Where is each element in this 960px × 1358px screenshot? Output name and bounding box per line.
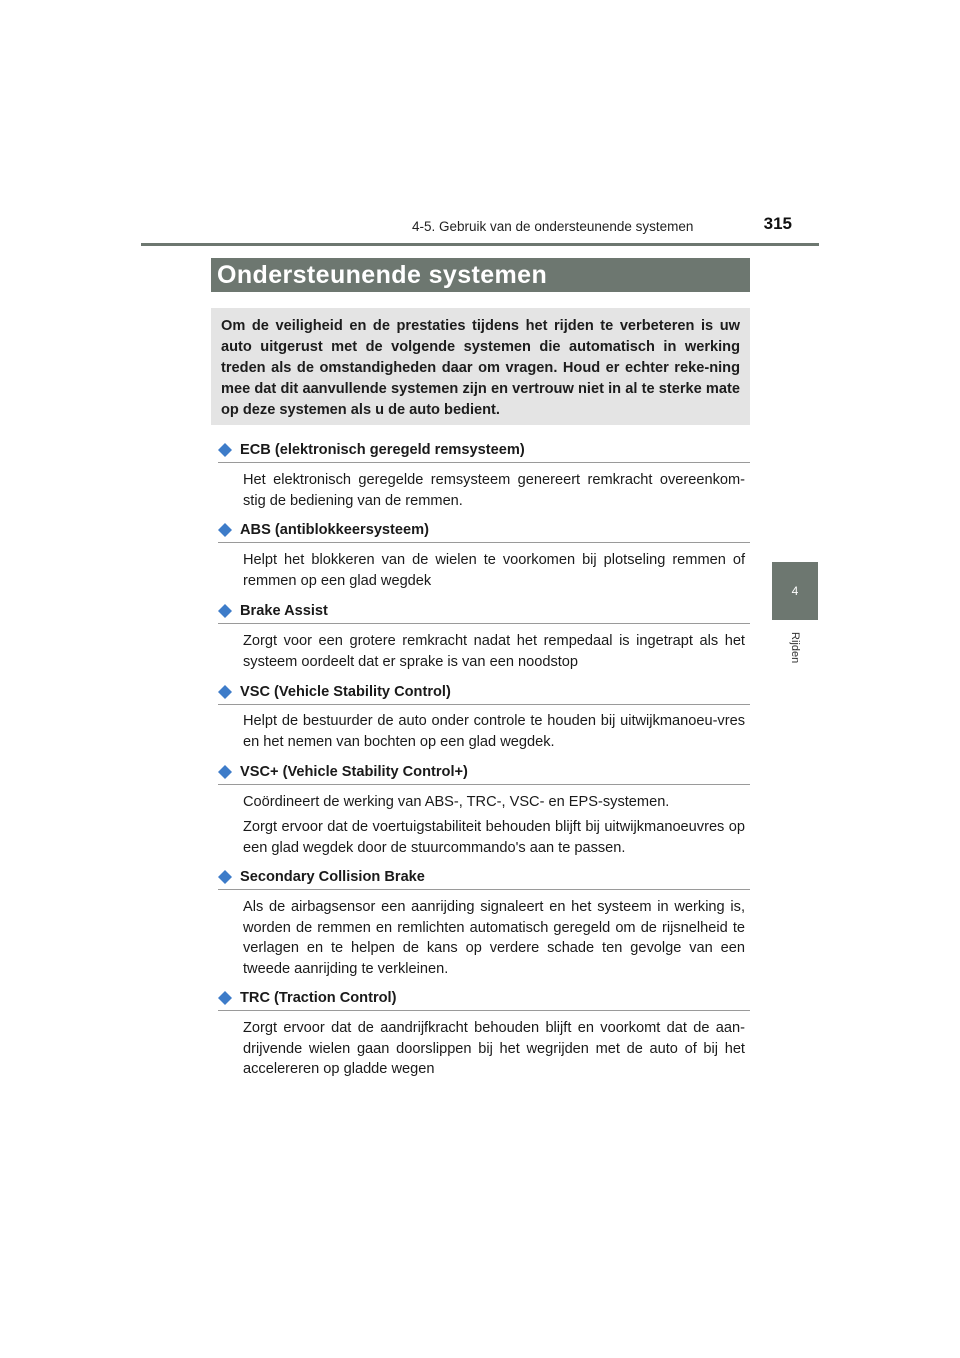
diamond-bullet-icon <box>218 523 232 537</box>
section-heading-ecb <box>218 441 750 463</box>
section-heading-vsc-plus <box>218 763 750 785</box>
section-body: Helpt het blokkeren van de wielen te voorkomen bij plotseling remmen of remmen op een glad wegdek <box>243 552 745 589</box>
section-body: Coördineert de werking van ABS-, TRC-, VSC- en EPS-systemen. <box>243 794 670 810</box>
page-title: Ondersteunende systemen <box>211 258 750 292</box>
section-body: Zorgt ervoor dat de aandrijfkracht behouden blijft en voorkomt dat de aan-drijvende wielen gaan doorslippen bij het wegrijden met de auto of bij het accelereren op gladde wegen <box>243 1020 745 1077</box>
header-rule <box>141 243 819 246</box>
section-body: Het elektronisch geregelde remsysteem genereert remkracht overeenkom-stig de bediening van de remmen. <box>243 472 745 509</box>
section-heading-label: ABS (antiblokkeersysteem) <box>240 522 429 538</box>
section-body: Als de airbagsensor een aanrijding signaleert en het systeem in werking is, worden de remmen en remlichten automatisch geregeld om de rijsnelheid te verlagen en te helpen de kans op verdere schade ten gevolge van een tweede aanrijding te verkleinen. <box>243 899 745 977</box>
diamond-bullet-icon <box>218 991 232 1005</box>
section-body: Helpt de bestuurder de auto onder controle te houden bij uitwijkmanoeu-vres en het nemen van bochten op een glad wegdek. <box>243 713 745 750</box>
section-heading-brake-assist <box>218 602 750 624</box>
section-heading-vsc <box>218 683 750 705</box>
diamond-bullet-icon <box>218 870 232 884</box>
intro-box: Om de veiligheid en de prestaties tijdens het rijden te verbeteren is uw auto uitgerust met de volgende systemen die automatisch in werking treden als de omstandigheden daar om vragen. Houd er echter reke-ning mee dat dit aanvullende systemen zijn en vertrouw niet in al te sterke mate op deze systemen als u de auto bedient. <box>211 308 750 425</box>
running-header: 4-5. Gebruik van de ondersteunende systemen <box>412 219 694 234</box>
chapter-tab <box>772 562 818 620</box>
diamond-bullet-icon <box>218 685 232 699</box>
chapter-label: Rijden <box>789 632 801 664</box>
section-heading-label: Secondary Collision Brake <box>240 869 425 885</box>
section-heading-label: Brake Assist <box>240 603 328 619</box>
section-heading-label: ECB (elektronisch geregeld remsysteem) <box>240 442 525 458</box>
section-heading-label: TRC (Traction Control) <box>240 990 397 1006</box>
diamond-bullet-icon <box>218 765 232 779</box>
section-body: Zorgt voor een grotere remkracht nadat het rempedaal is ingetrapt als het systeem oordeelt dat er sprake is van een noodstop <box>243 633 745 670</box>
section-heading-secondary-collision-brake <box>218 868 750 890</box>
section-heading-label: VSC (Vehicle Stability Control) <box>240 684 451 700</box>
section-heading-trc <box>218 989 750 1011</box>
page-number: 315 <box>763 214 792 233</box>
diamond-bullet-icon <box>218 443 232 457</box>
chapter-number: 4 <box>791 584 799 598</box>
section-heading-abs <box>218 521 750 543</box>
section-body: Zorgt ervoor dat de voertuigstabiliteit behouden blijft bij uitwijkmanoeuvres op een glad wegdek door de stuurcommando's aan te passen. <box>243 819 745 856</box>
diamond-bullet-icon <box>218 604 232 618</box>
section-heading-label: VSC+ (Vehicle Stability Control+) <box>240 764 468 780</box>
